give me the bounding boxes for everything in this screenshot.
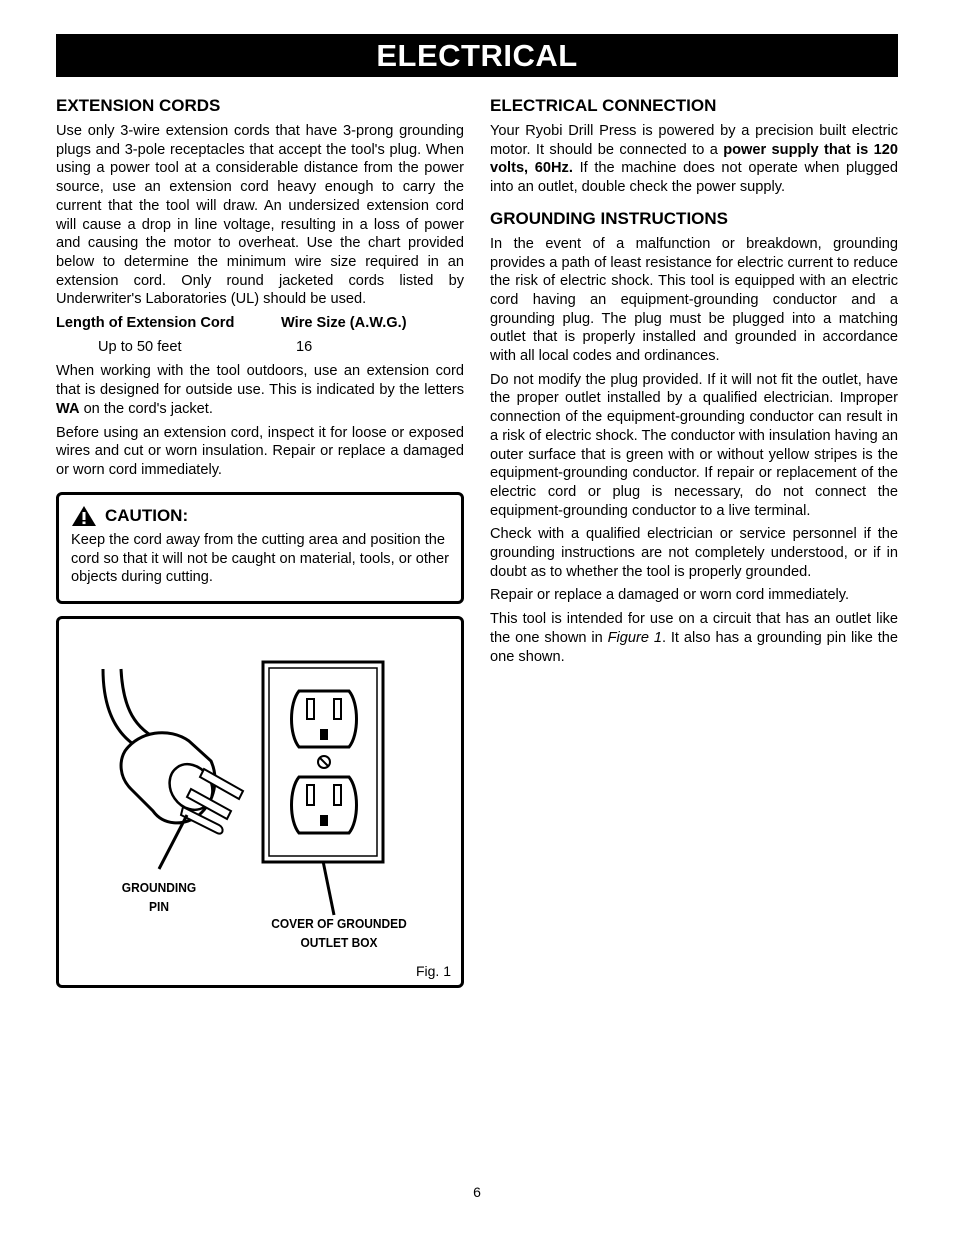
- connection-text-before: Your Ryobi Drill Press is powered by a precision built electric motor. It should be connected to a: [490, 123, 898, 158]
- extension-cords-paragraph-1: Use only 3-wire extension cords that have 3-prong grounding plugs and 3-pole receptacles that accept the tool's plug. When using a power tool at a considerable distance from the power source, use an extension cord heavy enough to carry the current that the tool will draw. An undersized extension cord will cause a drop in line voltage, resulting in a loss of power and causing the motor to overheat. Use the chart provided below to determine the minimum wire size required in an extension cord. Only round jacketed cords listed by Underwriter's Laboratories (UL) should be used.: [56, 123, 464, 308]
- table-cell-size: 16: [296, 338, 313, 355]
- outlet-cover-label-line1: COVER OF GROUNDED: [271, 916, 407, 931]
- grounding-pin-label: [113, 878, 205, 916]
- grounding-paragraph-1: In the event of a malfunction or breakdown, grounding provides a path of least resistance for electric current to reduce the risk of electric shock. This tool is equipped with an electric cord having an equipment-grounding conductor and a grounding plug. The plug must be plugged into a matching outlet that is properly installed and grounded in accordance with all local codes and ordinances.: [490, 235, 898, 365]
- table-header-length: Length of Extension Cord: [56, 315, 235, 332]
- p2-bold-wa: WA: [56, 400, 80, 417]
- extension-cords-paragraph-3: Before using an extension cord, inspect it for loose or exposed wires and cut or worn insulation. Repair or replace a damaged or worn cord immediately.: [56, 424, 464, 478]
- warning-triangle-icon: [71, 505, 97, 527]
- section-title: ELECTRICAL: [376, 38, 578, 73]
- left-column: [56, 96, 464, 485]
- grounding-paragraph-3: Check with a qualified electrician or service personnel if the grounding instructions are not completely understood, or if in doubt as to whether the tool is properly grounded.: [490, 526, 898, 580]
- outlet-cover-label-line2: OUTLET BOX: [300, 935, 378, 950]
- p2-text-before: When working with the tool outdoors, use an extension cord that is designed for outside use. This is indicated by the letters: [56, 363, 464, 399]
- figure-caption: Fig. 1: [415, 963, 451, 979]
- grounding-paragraph-5: [490, 610, 898, 666]
- caution-title-text: CAUTION:: [105, 506, 189, 525]
- grounding-paragraph-2: Do not modify the plug provided. If it will not fit the outlet, have the proper outlet installed by a qualified electrician. Improper connection of the equipment-grounding conductor can result in a risk of electric shock. The conductor with insulation having an outer surface that is green with or without yellow stripes is the equipment-grounding conductor. If repair or replacement of the electric cord or plug is necessary, do not connect the equipment-grounding conductor to a live terminal.: [490, 371, 898, 519]
- table-header-wire-size: Wire Size (A.W.G.): [281, 315, 407, 332]
- grounding-paragraph-4: Repair or replace a damaged or worn cord immediately.: [490, 587, 850, 604]
- section-title-banner: [56, 34, 898, 77]
- grounding-instructions-heading: GROUNDING INSTRUCTIONS: [490, 208, 728, 228]
- electrical-connection-paragraph: [490, 122, 898, 197]
- extension-cords-heading: EXTENSION CORDS: [56, 96, 221, 115]
- outlet-cover-label: [258, 914, 420, 952]
- wire-size-table-header: [56, 314, 464, 333]
- grounding-pin-label-line2: PIN: [149, 899, 169, 914]
- p5-text-after: . It also has a grounding pin like the one shown.: [490, 629, 898, 665]
- caution-text: Keep the cord away from the cutting area and position the cord so that it will not be caught on material, tools, or other objects during cutting.: [71, 532, 450, 586]
- connection-bold-power-supply: power supply that is 120 volts, 60Hz.: [490, 141, 898, 177]
- caution-title: [71, 505, 449, 527]
- grounding-pin-label-line1: GROUNDING: [121, 880, 197, 895]
- right-column: [490, 96, 898, 671]
- electrical-connection-heading: ELECTRICAL CONNECTION: [490, 96, 717, 115]
- extension-cords-paragraph-2: [56, 362, 464, 418]
- page-number: 6: [473, 1184, 481, 1200]
- caution-box: [56, 492, 464, 604]
- p5-figure-reference: Figure 1: [607, 629, 662, 646]
- p5-text-before: This tool is intended for use on a circuit that has an outlet like the one shown in: [490, 611, 898, 646]
- figure-1-box: [56, 616, 464, 988]
- table-cell-length: Up to 50 feet: [98, 338, 182, 355]
- p2-text-after: on the cord's jacket.: [79, 400, 213, 417]
- table-row: [56, 338, 464, 357]
- connection-text-after: If the machine does not operate when plugged into an outlet, double check the power supply.: [490, 160, 898, 196]
- wire-size-table: [56, 314, 464, 356]
